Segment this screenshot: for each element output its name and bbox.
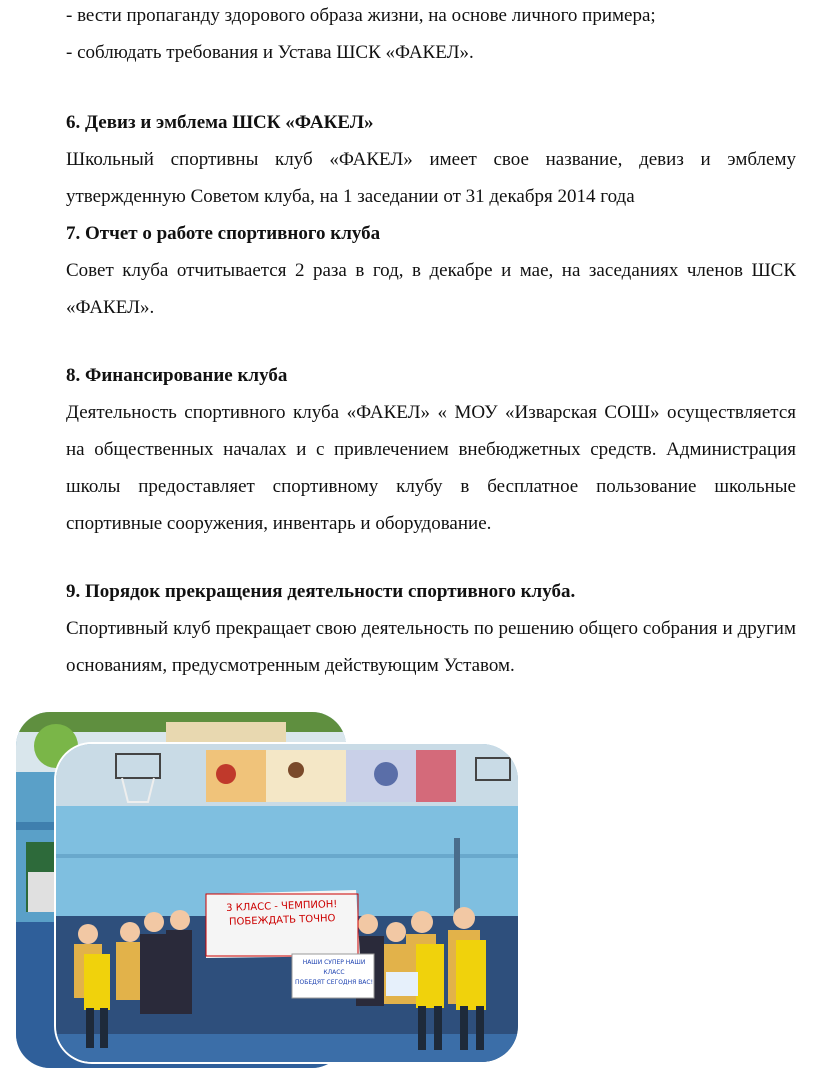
section-text-9: Спортивный клуб прекращает свою деятельность по решению общего собрания и другим основаниям, предусмотренным действующим Уставом. [66,618,796,676]
section-text-8: Деятельность спортивного клуба «ФАКЕЛ» « МОУ «Изварская СОШ» осуществляется на общественных началах и с привлечением внебюджетных средств. Администрация школы предоставляет спортивному клубу в бесплатное пользование школьные спортивные сооружения, инвентарь и оборудование. [66,402,796,534]
document-page [66,0,796,684]
section-heading-9: 9. Порядок прекращения деятельности спортивного клуба. [66,581,576,602]
section-heading-8: 8. Финансирование клуба [66,365,288,386]
section-heading-7: 7. Отчет о работе спортивного клуба [66,223,381,244]
sign-line: НАШИ СУПЕР НАШИ КЛАСС [302,959,366,976]
sign-text [294,958,374,988]
list-item: - вести пропаганду здорового образа жизни, на основе личного примера; [66,5,656,26]
section-text-6: Школьный спортивны клуб «ФАКЕЛ» имеет свое название, девиз и эмблему утвержденную Советом клуба, на 1 заседании от 31 декабря 2014 года [66,149,796,207]
class-photo [56,744,518,1062]
banner-text [206,897,359,930]
banner-line: 3 КЛАСС - ЧЕМПИОН! [226,899,338,914]
sign-line: ПОБЕДЯТ СЕГОДНЯ ВАС! [294,979,374,986]
section-text-7: Совет клуба отчитывается 2 раза в год, в декабре и мае, на заседаниях членов ШСК «ФАКЕЛ». [66,260,796,318]
list-item: - соблюдать требования и Устава ШСК «ФАКЕЛ». [66,42,474,63]
banner-line: ПОБЕЖДАТЬ ТОЧНО [228,913,336,928]
section-heading-6: 6. Девиз и эмблема ШСК «ФАКЕЛ» [66,112,374,133]
